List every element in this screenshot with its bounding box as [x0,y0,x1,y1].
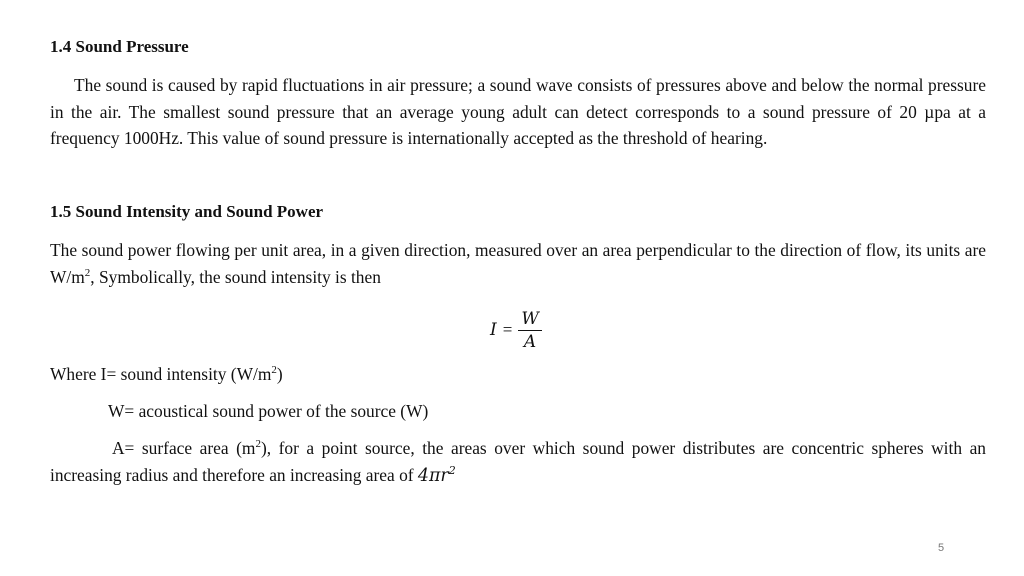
a-superscript: 2 [255,438,261,451]
section-1-5-heading: 1.5 Sound Intensity and Sound Power [50,202,324,221]
a-text-continued: ), for a point source, the areas over which sound power distributes are concentric spheres with an increasing radius and therefore an increasing area of [50,438,986,485]
area-formula-exponent: 2 [448,463,456,477]
equation-fraction [518,309,541,352]
where-text-end: ) [276,364,283,384]
intro-superscript: 2 [84,266,91,279]
area-formula [417,463,456,486]
a-text: A= surface area (m [112,438,256,458]
equation-denominator: A [523,331,537,352]
w-definition-line: W= acoustical sound power of the source (W) [108,401,429,421]
where-intensity-line [50,361,986,388]
page-number: 5 [938,542,945,554]
equation-lhs: I [490,320,497,340]
sound-intensity-intro [50,237,986,290]
equation-numerator: W [518,309,541,331]
a-definition-paragraph [50,435,986,489]
section-1-4-heading: 1.4 Sound Pressure [50,37,189,56]
where-superscript: 2 [271,364,277,377]
equation-equals: = [502,320,513,339]
intensity-equation [490,305,542,355]
sound-pressure-paragraph: The sound is caused by rapid fluctuations in air pressure; a sound wave consists of pressures above and below the normal pressure in the air. The smallest sound pressure that an average young adult can detect corresponds to a sound pressure of 20 µpa at a frequency 1000Hz. This value of sound pressure is internationally accepted as the threshold of hearing. [50,75,986,148]
intro-text-end: , Symbolically, the sound intensity is then [90,266,381,287]
where-text: Where I= sound intensity (W/m [50,364,272,384]
area-formula-base: 4πr [417,465,449,486]
intro-text: The sound power flowing per unit area, in a given direction, measured over an area perpendicular to the direction of flow, its units are W/m [50,240,986,287]
